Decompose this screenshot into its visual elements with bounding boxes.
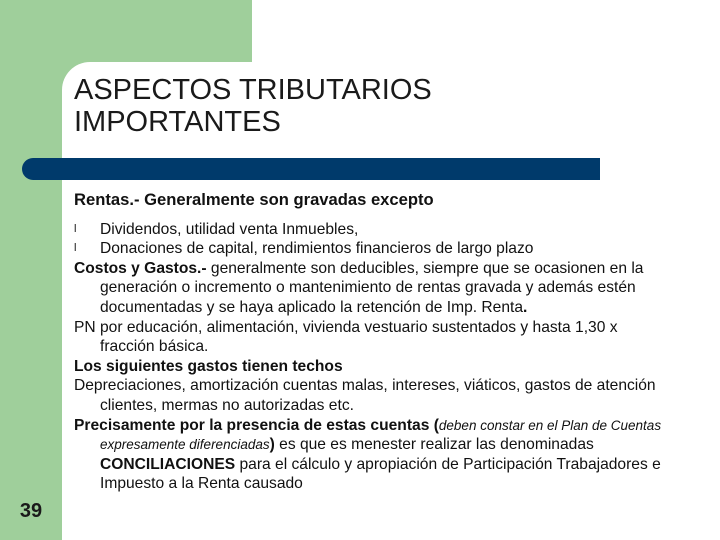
precisamente-close: ) xyxy=(269,436,275,454)
precisamente-mid: es que es menester realizar las denominadas xyxy=(274,436,594,454)
title-underline-bar xyxy=(22,158,600,180)
slide-title xyxy=(74,74,594,138)
costos-paragraph xyxy=(74,259,664,318)
siguientes-paragraph xyxy=(74,357,664,377)
precisamente-paragraph xyxy=(74,416,664,494)
slide-title-line-2: IMPORTANTES xyxy=(74,106,281,138)
bullet-item-dividendos xyxy=(74,220,664,240)
bullet-dot-icon: l xyxy=(74,242,77,255)
rentas-bold: Rentas.- Generalmente son gravadas excepto xyxy=(74,190,434,209)
costos-text: generalmente son deducibles, siempre que se ocasionen en la generación o incremento o mantenimiento de rentas gravada y además estén documentadas y se haya aplicado la retención de Imp. Renta xyxy=(100,259,644,316)
costos-end: . xyxy=(523,298,528,316)
siguientes-bold: Los siguientes gastos tienen techos xyxy=(74,357,343,375)
bullet-text: Donaciones de capital, rendimientos financieros de largo plazo xyxy=(100,240,534,258)
precisamente-bold: Precisamente por la presencia de estas cuentas ( xyxy=(74,416,439,434)
bullet-dot-icon: l xyxy=(74,222,77,235)
pn-paragraph: PN por educación, alimentación, vivienda vestuario sustentados y hasta 1,30 x fracción básica. xyxy=(74,318,618,356)
precisamente-note: deben constar en el Plan de Cuentas expresamente diferenciadas xyxy=(100,417,662,453)
costos-bold: Costos y Gastos.- xyxy=(74,259,207,277)
slide-body xyxy=(74,190,664,494)
bullet-item-donaciones xyxy=(74,239,664,259)
slide-title-line-1: ASPECTOS TRIBUTARIOS xyxy=(74,74,432,106)
precisamente-end: para el cálculo y apropiación de Participación Trabajadores e Impuesto a la Renta causado xyxy=(100,455,661,493)
rentas-heading xyxy=(74,190,664,210)
green-left-strip xyxy=(0,0,62,540)
bullet-text: Dividendos, utilidad venta Inmuebles, xyxy=(100,220,359,238)
page-number: 39 xyxy=(19,500,43,522)
conciliaciones-bold: CONCILIACIONES xyxy=(100,455,236,473)
depreciaciones-paragraph: Depreciaciones, amortización cuentas malas, intereses, viáticos, gastos de atención clientes, mermas no autorizadas etc. xyxy=(74,377,656,414)
